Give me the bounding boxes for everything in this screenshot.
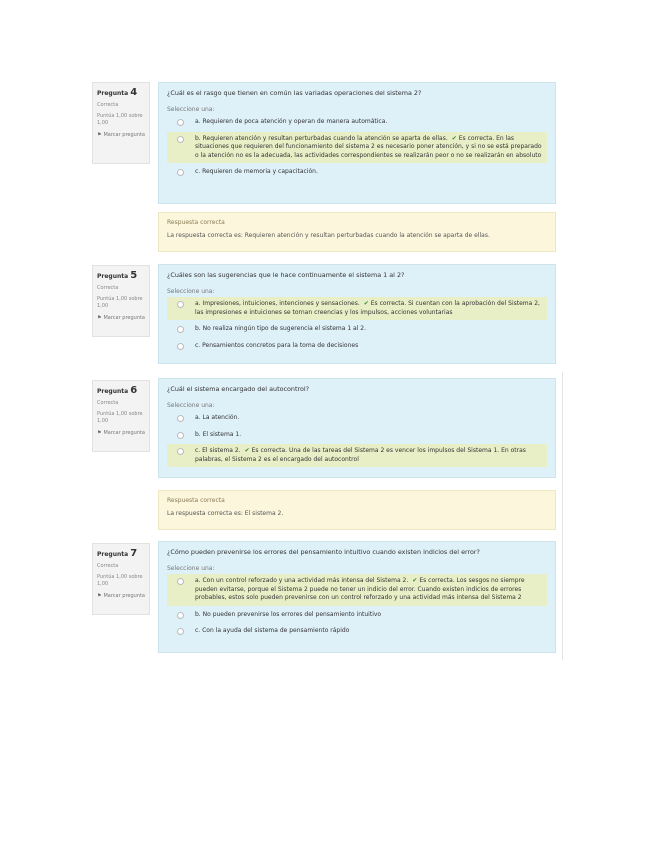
question-box-7	[158, 541, 556, 653]
select-prompt: Seleccione una:	[167, 106, 215, 113]
answer-feedback-4	[158, 212, 556, 252]
option-c[interactable]: c. Requieren de memoria y capacitación.	[167, 165, 547, 180]
question-status: Correcta	[97, 102, 119, 108]
radio-icon[interactable]	[177, 578, 184, 585]
question-text: ¿Cómo pueden prevenirse los errores del pensamiento intuitivo cuando existen indicios del error?	[167, 548, 480, 556]
option-b[interactable]: b. No pueden prevenirse los errores del pensamiento intuitivo	[167, 608, 547, 623]
option-feedback: Es correcta. Los sesgos no siempre pueden evitarse, porque el Sistema 2 puede no tener un indicio del error. Cuando existen indicios de errores probables, estos solo pueden prevenirse con un control reforzado y una actividad más intensa del Sistema 2	[195, 577, 525, 601]
question-points: Puntúa 1,00 sobre 1,00	[97, 296, 143, 309]
flag-question-link[interactable]: ⚑ Marcar pregunta	[97, 593, 145, 599]
select-prompt: Seleccione una:	[167, 402, 215, 409]
check-icon: ✔	[244, 447, 250, 454]
question-number: Pregunta 6	[97, 385, 138, 396]
question-points: Puntúa 1,00 sobre 1,00	[97, 411, 143, 424]
select-prompt: Seleccione una:	[167, 288, 215, 295]
flag-question-link[interactable]: ⚑ Marcar pregunta	[97, 430, 145, 436]
option-feedback: Es correcta. Si cuentan con la aprobación del Sistema 2, las impresiones e intuiciones se tornan creencias y los impulsos, acciones voluntarias	[195, 300, 540, 316]
question-number: Pregunta 4	[97, 87, 138, 98]
option-b[interactable]: b. Requieren atención y resultan perturbadas cuando la atención se aparta de ellas. ✔ Es correcta. En las situaciones que requieren del funcionamiento del sistema 2 es necesario poner atención, y si no se está preparado o la atención no es la adecuada, las actividades correspondientes se realizarán peor o no se realizarán en absoluto	[167, 132, 547, 164]
question-box-4	[158, 82, 556, 204]
option-b[interactable]: b. El sistema 1.	[167, 428, 547, 443]
radio-icon[interactable]	[177, 415, 184, 422]
question-text: ¿Cuáles son las sugerencias que le hace continuamente el sistema 1 al 2?	[167, 271, 405, 279]
option-c[interactable]: c. Con la ayuda del sistema de pensamiento rápido	[167, 624, 547, 639]
flag-question-link[interactable]: ⚑ Marcar pregunta	[97, 132, 145, 138]
flag-icon: ⚑	[97, 430, 102, 436]
radio-icon[interactable]	[177, 612, 184, 619]
question-text: ¿Cuál el sistema encargado del autocontrol?	[167, 385, 310, 393]
question-box-6	[158, 378, 556, 478]
check-icon: ✔	[363, 300, 369, 307]
radio-icon[interactable]	[177, 119, 184, 126]
radio-icon[interactable]	[177, 628, 184, 635]
question-status: Correcta	[97, 285, 119, 291]
question-info-6	[92, 380, 150, 452]
flag-question-link[interactable]: ⚑ Marcar pregunta	[97, 315, 145, 321]
question-info-5	[92, 265, 150, 337]
question-status: Correcta	[97, 563, 119, 569]
option-feedback: Es correcta. En las situaciones que requieren del funcionamiento del sistema 2 es necesario poner atención, y si no se está preparado o la atención no es la adecuada, las actividades correspondientes se realizarán peor o no se realizarán en absoluto	[195, 134, 542, 159]
option-a[interactable]: a. Requieren de poca atención y operan de manera automática.	[167, 115, 547, 130]
question-info-7	[92, 543, 150, 615]
question-points: Puntúa 1,00 sobre 1,00	[97, 574, 143, 587]
option-a[interactable]: a. Con un control reforzado y una actividad más intensa del Sistema 2. ✔ Es correcta. Los sesgos no siempre pueden evitarse, porque el Sistema 2 puede no tener un indicio del error. Cuando existen indicios de errores probables, estos solo pueden prevenirse con un control reforzado y una actividad más intensa del Sistema 2	[167, 574, 547, 606]
radio-icon[interactable]	[177, 343, 184, 350]
answer-feedback-6	[158, 490, 556, 530]
radio-icon[interactable]	[177, 136, 184, 143]
question-points: Puntúa 1,00 sobre 1,00	[97, 113, 143, 126]
question-info-4	[92, 82, 150, 164]
flag-icon: ⚑	[97, 132, 102, 138]
select-prompt: Seleccione una:	[167, 565, 215, 572]
option-a[interactable]: a. La atención.	[167, 411, 547, 426]
radio-icon[interactable]	[177, 448, 184, 455]
answer-text: La respuesta correcta es: El sistema 2.	[167, 510, 284, 517]
option-b[interactable]: b. No realiza ningún tipo de sugerencia el sistema 1 al 2.	[167, 322, 547, 337]
option-feedback: Es correcta. Una de las tareas del Sistema 2 es vencer los impulsos del Sistema 1. En otras palabras, el Sistema 2 es el encargado del autocontrol	[195, 447, 526, 463]
flag-icon: ⚑	[97, 315, 102, 321]
answer-heading: Respuesta correcta	[167, 219, 225, 226]
question-number: Pregunta 5	[97, 270, 138, 281]
option-c[interactable]: c. Pensamientos concretos para la toma de decisiones	[167, 339, 547, 354]
question-number: Pregunta 7	[97, 548, 138, 559]
radio-icon[interactable]	[177, 326, 184, 333]
question-status: Correcta	[97, 400, 119, 406]
check-icon: ✔	[451, 134, 457, 142]
answer-heading: Respuesta correcta	[167, 497, 225, 504]
question-text: ¿Cuál es el rasgo que tienen en común las variadas operaciones del sistema 2?	[167, 89, 422, 97]
flag-icon: ⚑	[97, 593, 102, 599]
radio-icon[interactable]	[177, 169, 184, 176]
radio-icon[interactable]	[177, 301, 184, 308]
option-c[interactable]: c. El sistema 2. ✔ Es correcta. Una de las tareas del Sistema 2 es vencer los impulsos del Sistema 1. En otras palabras, el Sistema 2 es el encargado del autocontrol	[167, 444, 547, 467]
check-icon: ✔	[412, 577, 418, 584]
option-a[interactable]: a. Impresiones, intuiciones, intenciones y sensaciones. ✔ Es correcta. Si cuentan con la aprobación del Sistema 2, las impresiones e intuiciones se tornan creencias y los impulsos, acciones voluntarias	[167, 297, 547, 320]
answer-text: La respuesta correcta es: Requieren atención y resultan perturbadas cuando la atención se aparta de ellas.	[167, 232, 490, 239]
page-divider	[562, 372, 563, 660]
question-box-5	[158, 264, 556, 364]
radio-icon[interactable]	[177, 432, 184, 439]
